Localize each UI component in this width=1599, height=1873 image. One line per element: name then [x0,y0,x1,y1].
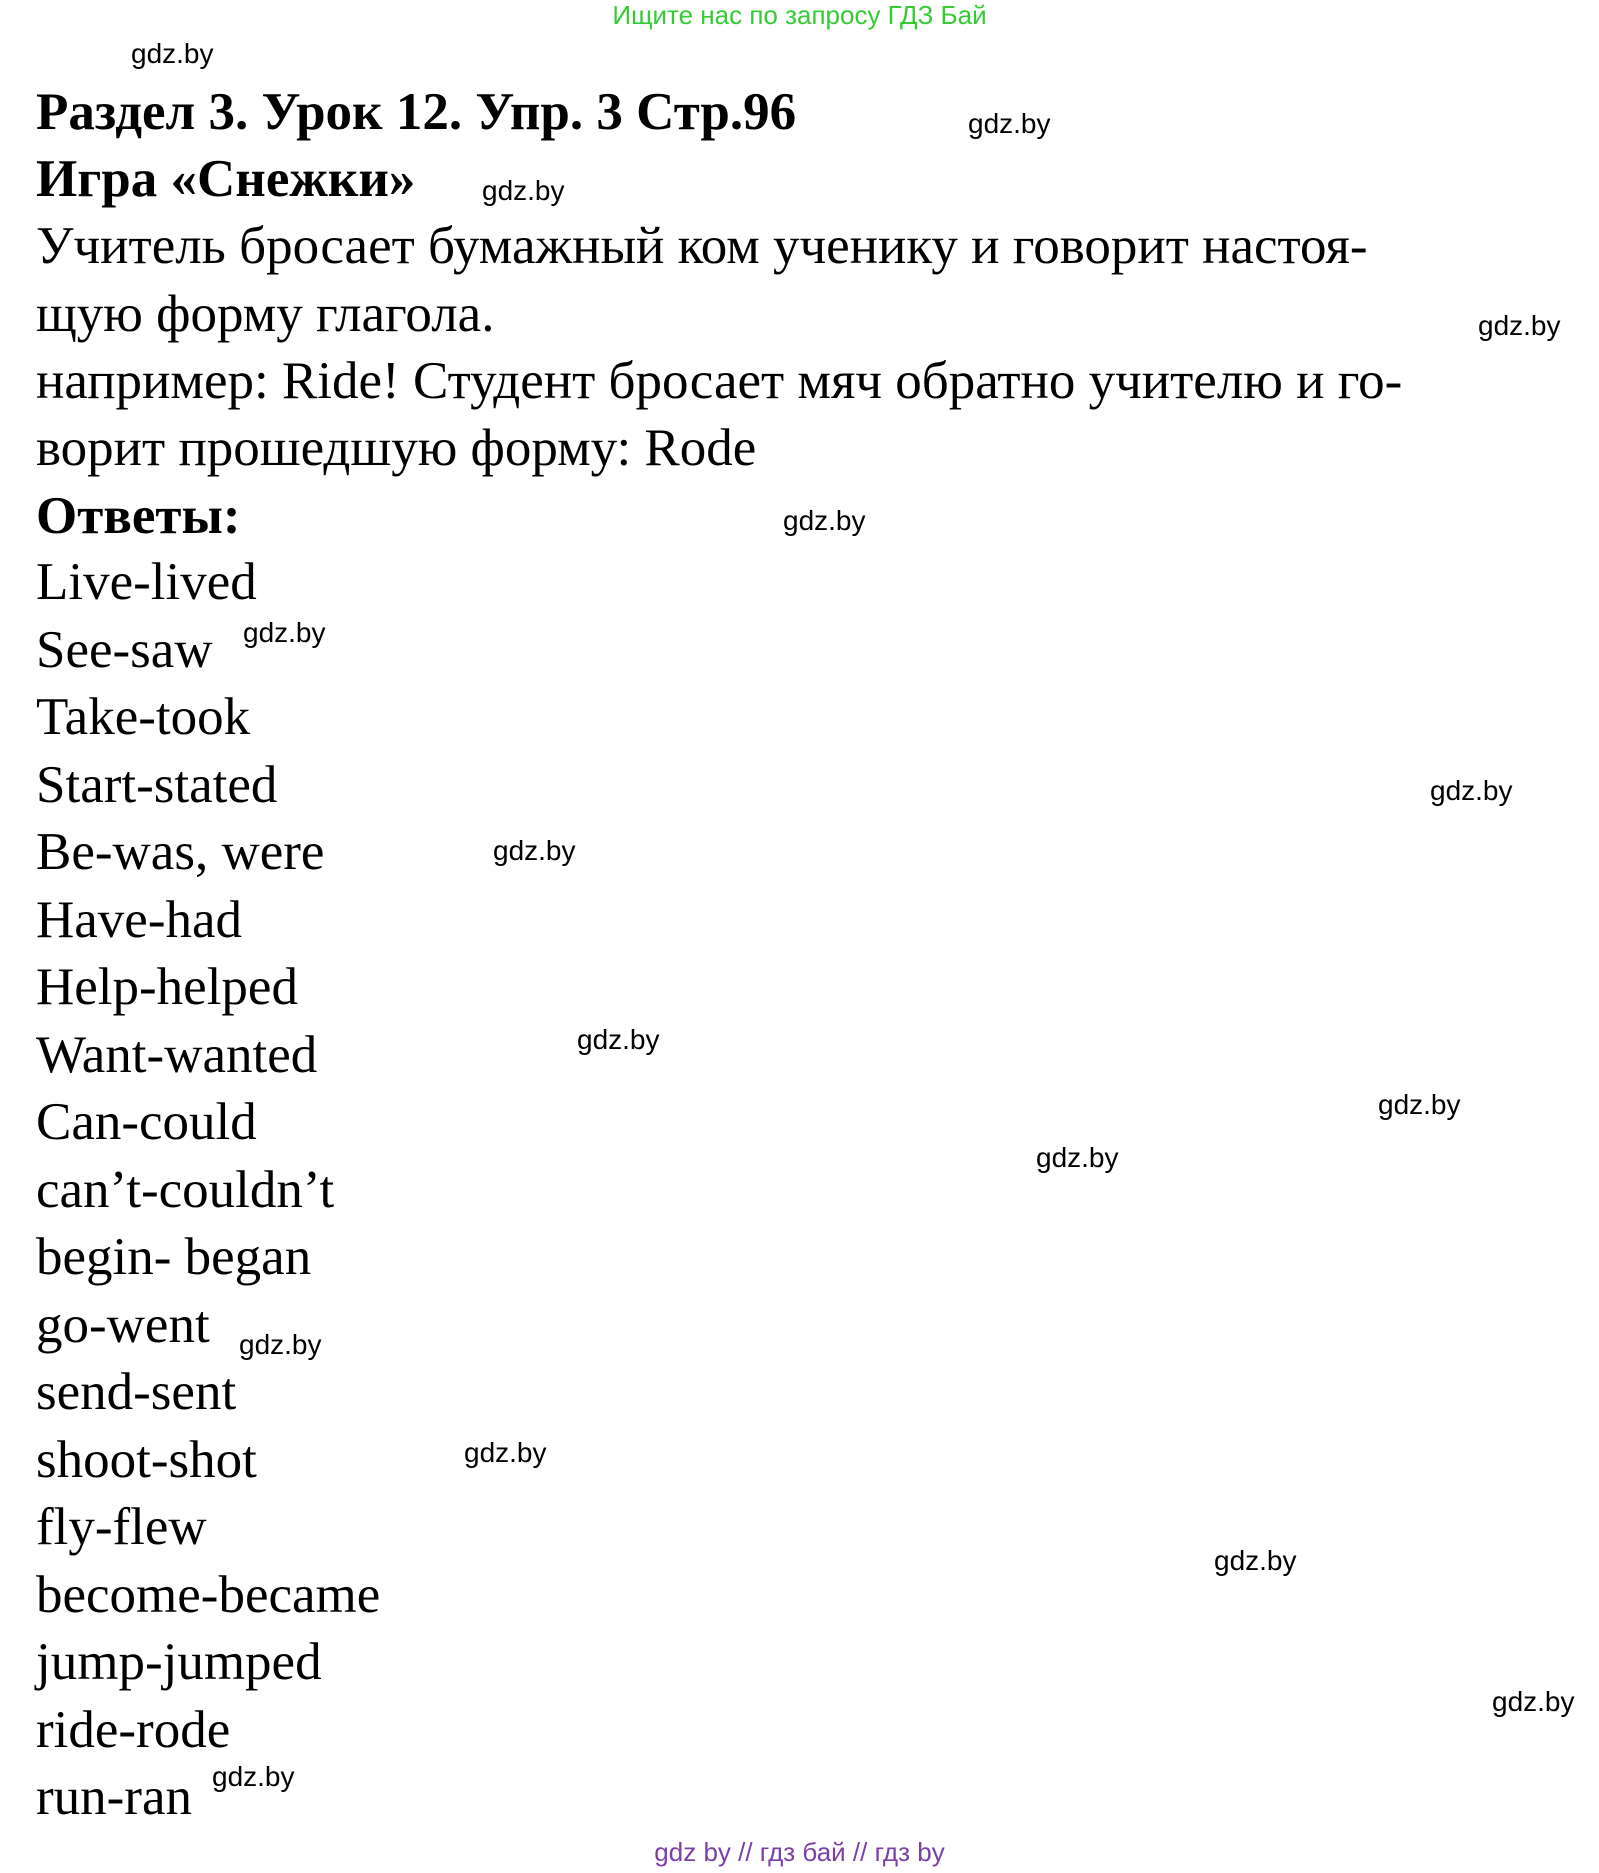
watermark: gdz.by [1430,775,1513,806]
answer-item: Help-helped [36,958,298,1016]
watermark: gdz.by [968,108,1051,139]
watermark: gdz.by [1492,1686,1575,1717]
watermark: gdz.by [1214,1545,1297,1576]
watermark: gdz.by [1378,1089,1461,1120]
watermark: gdz.by [783,505,866,536]
watermark: gdz.by [1036,1142,1119,1173]
watermark: gdz.by [464,1437,547,1468]
description-line: ворит прошедшую форму: Rode [36,419,757,477]
watermark: gdz.by [243,617,326,648]
answer-item: Live-lived [36,553,257,611]
watermark: gdz.by [239,1329,322,1360]
answer-item: See-saw [36,620,213,679]
watermark: gdz.by [482,175,565,206]
watermark: gdz.by [1478,310,1561,341]
watermark: gdz.by [212,1761,295,1792]
answer-item: Can-could [36,1093,257,1151]
answer-item: Start-stated [36,755,278,814]
description-line: Учитель бросает бумажный ком ученику и говорит настоя- [36,217,1368,275]
answer-item: fly-flew [36,1498,207,1556]
answer-item: go-went [36,1295,210,1354]
answer-item: begin- began [36,1228,312,1286]
watermark: gdz.by [131,38,214,69]
answer-item: can’t-couldn’t [36,1160,335,1219]
page-title: Раздел 3. Урок 12. Упр. 3 Стр.96 [36,83,797,141]
answer-item: send-sent [36,1363,237,1421]
answer-item: Have-had [36,890,242,949]
description-line: например: Ride! Студент бросает мяч обратно учителю и го- [36,352,1403,410]
watermark: gdz.by [577,1024,660,1055]
watermark: gdz.by [493,835,576,866]
answer-item: run-ran [36,1768,192,1826]
game-subtitle: Игра «Снежки» [36,150,416,208]
footer-links: gdz by // гдз бай // гдз by [654,1837,945,1867]
description-line: щую форму глагола. [36,285,495,343]
answer-item: Want-wanted [36,1025,318,1084]
answer-item: Take-took [36,688,251,746]
answer-item: shoot-shot [36,1430,257,1489]
answer-item: ride-rode [36,1700,231,1759]
answers-heading: Ответы: [36,487,241,545]
answer-item: Be-was, were [36,823,325,881]
answers-list [36,551,380,1834]
answer-item: jump-jumped [36,1633,322,1691]
top-banner: Ищите нас по запросу ГДЗ Бай [612,0,987,30]
answer-item: become-became [36,1565,381,1624]
